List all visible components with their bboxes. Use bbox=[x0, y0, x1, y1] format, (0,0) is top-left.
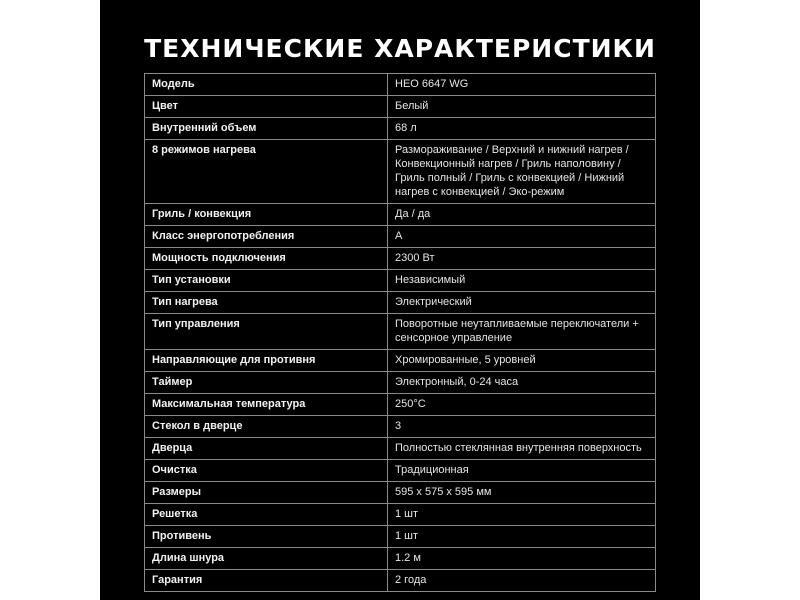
table-row bbox=[145, 74, 656, 96]
spec-label: Тип управления bbox=[145, 314, 388, 350]
spec-label: Таймер bbox=[145, 372, 388, 394]
spec-value: Полностью стеклянная внутренняя поверхность bbox=[388, 438, 656, 460]
spec-table bbox=[144, 73, 656, 592]
spec-label: Направляющие для противня bbox=[145, 350, 388, 372]
spec-label: Решетка bbox=[145, 504, 388, 526]
spec-label: Длина шнура bbox=[145, 548, 388, 570]
spec-panel bbox=[100, 0, 700, 600]
spec-label: Очистка bbox=[145, 460, 388, 482]
spec-label: Стекол в дверце bbox=[145, 416, 388, 438]
table-row bbox=[145, 204, 656, 226]
spec-label: Тип установки bbox=[145, 270, 388, 292]
table-row bbox=[145, 548, 656, 570]
spec-value: 1 шт bbox=[388, 526, 656, 548]
spec-label: Гарантия bbox=[145, 570, 388, 592]
table-row bbox=[145, 570, 656, 592]
spec-label: Цвет bbox=[145, 96, 388, 118]
spec-label: Гриль / конвекция bbox=[145, 204, 388, 226]
spec-value: 250°C bbox=[388, 394, 656, 416]
spec-value: 2 года bbox=[388, 570, 656, 592]
table-row bbox=[145, 504, 656, 526]
spec-table-body bbox=[145, 74, 656, 592]
spec-value: 595 x 575 x 595 мм bbox=[388, 482, 656, 504]
spec-label: Мощность подключения bbox=[145, 248, 388, 270]
spec-label: Размеры bbox=[145, 482, 388, 504]
spec-label: Модель bbox=[145, 74, 388, 96]
spec-label: Внутренний объем bbox=[145, 118, 388, 140]
spec-label: Класс энергопотребления bbox=[145, 226, 388, 248]
table-row bbox=[145, 140, 656, 204]
spec-value: Независимый bbox=[388, 270, 656, 292]
table-row bbox=[145, 118, 656, 140]
spec-value: Белый bbox=[388, 96, 656, 118]
spec-value: 3 bbox=[388, 416, 656, 438]
spec-label: Тип нагрева bbox=[145, 292, 388, 314]
spec-value: Поворотные неутапливаемые переключатели + сенсорное управление bbox=[388, 314, 656, 350]
spec-value: 2300 Вт bbox=[388, 248, 656, 270]
table-row bbox=[145, 460, 656, 482]
spec-value: Хромированные, 5 уровней bbox=[388, 350, 656, 372]
table-row bbox=[145, 394, 656, 416]
spec-value: HEO 6647 WG bbox=[388, 74, 656, 96]
spec-value: A bbox=[388, 226, 656, 248]
spec-label: 8 режимов нагрева bbox=[145, 140, 388, 204]
page-title: ТЕХНИЧЕСКИЕ ХАРАКТЕРИСТИКИ bbox=[144, 34, 656, 63]
table-row bbox=[145, 350, 656, 372]
table-row bbox=[145, 482, 656, 504]
spec-value: Размораживание / Верхний и нижний нагрев / Конвекционный нагрев / Гриль наполовину / Гриль полный / Гриль с конвекцией / Нижний нагрев с конвекцией / Эко-режим bbox=[388, 140, 656, 204]
spec-value: 1 шт bbox=[388, 504, 656, 526]
spec-value: Электрический bbox=[388, 292, 656, 314]
table-row bbox=[145, 314, 656, 350]
table-row bbox=[145, 292, 656, 314]
spec-value: 68 л bbox=[388, 118, 656, 140]
table-row bbox=[145, 248, 656, 270]
spec-label: Противень bbox=[145, 526, 388, 548]
table-row bbox=[145, 438, 656, 460]
spec-value: Да / да bbox=[388, 204, 656, 226]
table-row bbox=[145, 372, 656, 394]
table-row bbox=[145, 226, 656, 248]
spec-value: 1.2 м bbox=[388, 548, 656, 570]
table-row bbox=[145, 270, 656, 292]
table-row bbox=[145, 96, 656, 118]
spec-label: Максимальная температура bbox=[145, 394, 388, 416]
spec-value: Традиционная bbox=[388, 460, 656, 482]
spec-label: Дверца bbox=[145, 438, 388, 460]
table-row bbox=[145, 526, 656, 548]
table-row bbox=[145, 416, 656, 438]
spec-value: Электронный, 0-24 часа bbox=[388, 372, 656, 394]
